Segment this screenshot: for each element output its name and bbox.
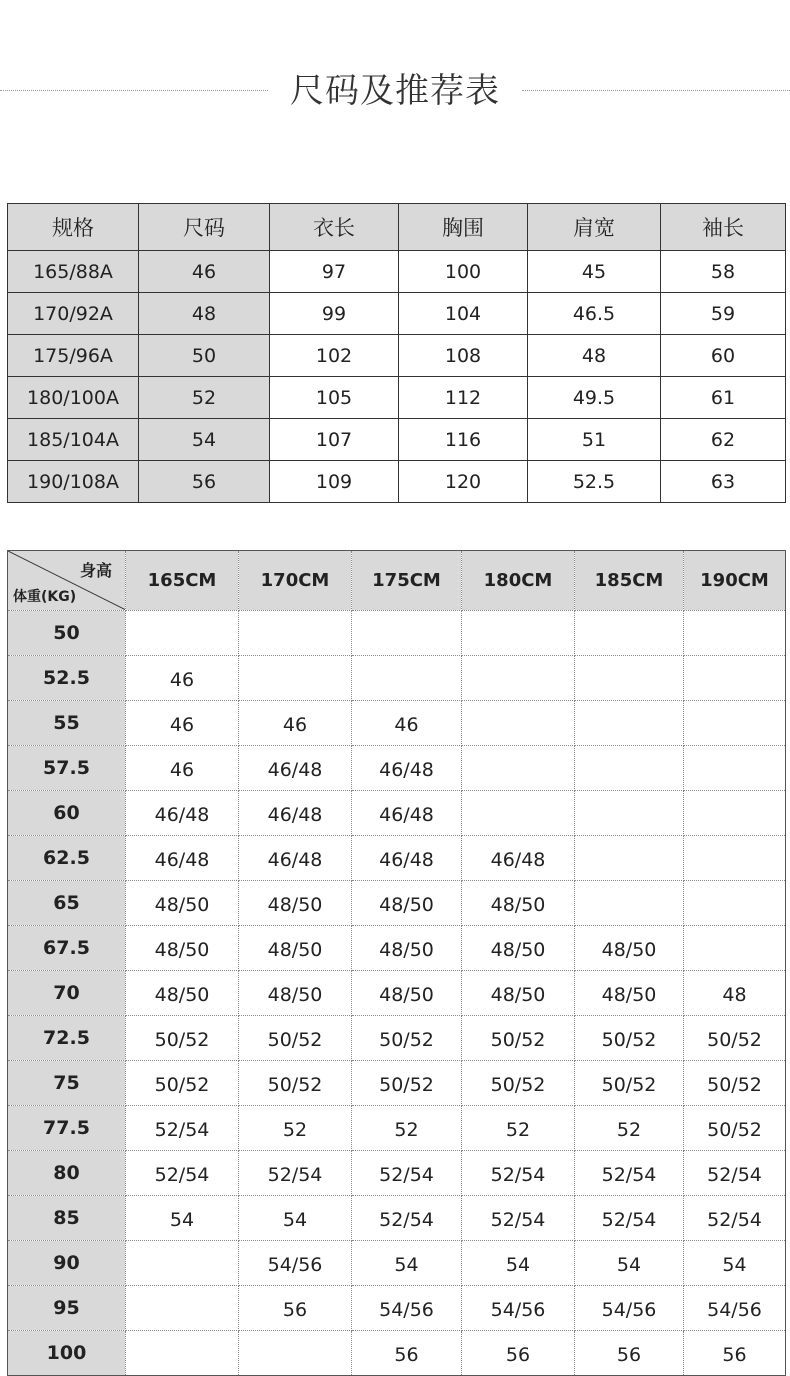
weight-cell: 77.5: [8, 1106, 126, 1151]
rec-table-row: [8, 1241, 786, 1286]
recommended-size-cell: 46/48: [239, 791, 352, 836]
corner-cell: [8, 551, 126, 611]
recommended-size-cell: 52: [352, 1106, 462, 1151]
weight-cell: 65: [8, 881, 126, 926]
spec-header-cell: 袖长: [661, 204, 786, 251]
weight-cell: 90: [8, 1241, 126, 1286]
recommended-size-cell: 46: [126, 656, 239, 701]
spec-header-cell: 衣长: [270, 204, 399, 251]
recommended-size-cell: [462, 746, 575, 791]
recommended-size-cell: 52: [239, 1106, 352, 1151]
rec-table-row: [8, 1061, 786, 1106]
recommended-size-cell: 50/52: [462, 1016, 575, 1061]
spec-table-row: [8, 461, 786, 503]
spec-cell-value: 112: [399, 377, 528, 419]
recommended-size-cell: 50/52: [684, 1061, 786, 1106]
recommended-size-cell: 48: [684, 971, 786, 1016]
height-header-cell: 175CM: [352, 551, 462, 611]
rec-table-row: [8, 1016, 786, 1061]
recommended-size-cell: 46: [126, 746, 239, 791]
spec-cell-label: 165/88A: [8, 251, 139, 293]
spec-cell-value: 104: [399, 293, 528, 335]
recommended-size-cell: 46/48: [352, 746, 462, 791]
recommended-size-cell: [684, 701, 786, 746]
weight-cell: 100: [8, 1331, 126, 1376]
recommended-size-cell: 48/50: [239, 971, 352, 1016]
recommended-size-cell: [462, 791, 575, 836]
recommended-size-cell: 50/52: [575, 1061, 684, 1106]
weight-cell: 85: [8, 1196, 126, 1241]
recommended-size-cell: [575, 611, 684, 656]
spec-header-cell: 胸围: [399, 204, 528, 251]
recommended-size-cell: 54: [575, 1241, 684, 1286]
recommended-size-cell: [575, 881, 684, 926]
recommended-size-cell: 52/54: [684, 1196, 786, 1241]
recommended-size-cell: 46: [239, 701, 352, 746]
recommended-size-cell: 52/54: [462, 1196, 575, 1241]
rec-table-row: [8, 881, 786, 926]
recommended-size-cell: [684, 836, 786, 881]
recommended-size-cell: 52: [462, 1106, 575, 1151]
recommended-size-cell: 46/48: [352, 836, 462, 881]
recommended-size-cell: 56: [462, 1331, 575, 1376]
spec-cell-size: 46: [139, 251, 270, 293]
title-divider-right: [522, 90, 790, 91]
spec-cell-value: 107: [270, 419, 399, 461]
rec-table-row: [8, 1331, 786, 1376]
spec-cell-value: 105: [270, 377, 399, 419]
rec-table-row: [8, 971, 786, 1016]
spec-table-row: [8, 419, 786, 461]
spec-cell-value: 108: [399, 335, 528, 377]
corner-height-label: 身高: [79, 561, 112, 580]
spec-cell-value: 60: [661, 335, 786, 377]
recommended-size-cell: 54: [239, 1196, 352, 1241]
height-header-cell: 165CM: [126, 551, 239, 611]
spec-cell-value: 59: [661, 293, 786, 335]
spec-cell-value: 58: [661, 251, 786, 293]
weight-cell: 75: [8, 1061, 126, 1106]
recommended-size-cell: [239, 611, 352, 656]
weight-cell: 67.5: [8, 926, 126, 971]
recommended-size-cell: [684, 881, 786, 926]
recommended-size-cell: [575, 656, 684, 701]
spec-cell-value: 52.5: [528, 461, 661, 503]
weight-cell: 55: [8, 701, 126, 746]
recommended-size-cell: [126, 1331, 239, 1376]
recommended-size-cell: 52/54: [575, 1196, 684, 1241]
recommended-size-cell: 54/56: [352, 1286, 462, 1331]
recommended-size-cell: 48/50: [352, 971, 462, 1016]
recommended-size-cell: 50/52: [684, 1106, 786, 1151]
size-spec-table: [7, 203, 786, 503]
rec-table-row: [8, 701, 786, 746]
recommended-size-cell: 52: [575, 1106, 684, 1151]
weight-cell: 52.5: [8, 656, 126, 701]
recommended-size-cell: [684, 791, 786, 836]
spec-header-cell: 尺码: [139, 204, 270, 251]
recommended-size-cell: 48/50: [239, 881, 352, 926]
rec-table-row: [8, 836, 786, 881]
height-header-cell: 190CM: [684, 551, 786, 611]
recommended-size-cell: 48/50: [462, 926, 575, 971]
spec-table-row: [8, 377, 786, 419]
recommended-size-cell: 46/48: [239, 836, 352, 881]
weight-cell: 62.5: [8, 836, 126, 881]
recommended-size-cell: 48/50: [462, 881, 575, 926]
rec-table-row: [8, 1286, 786, 1331]
recommended-size-cell: 48/50: [239, 926, 352, 971]
spec-cell-value: 46.5: [528, 293, 661, 335]
recommended-size-cell: 50/52: [239, 1016, 352, 1061]
spec-cell-value: 49.5: [528, 377, 661, 419]
recommended-size-cell: [352, 611, 462, 656]
recommended-size-cell: 46: [126, 701, 239, 746]
spec-cell-label: 180/100A: [8, 377, 139, 419]
recommended-size-cell: 48/50: [126, 971, 239, 1016]
recommended-size-cell: 50/52: [352, 1061, 462, 1106]
spec-cell-value: 48: [528, 335, 661, 377]
recommended-size-cell: [575, 746, 684, 791]
recommended-size-cell: [126, 1286, 239, 1331]
recommended-size-cell: 50/52: [575, 1016, 684, 1061]
recommended-size-cell: 48/50: [126, 926, 239, 971]
spec-header-cell: 肩宽: [528, 204, 661, 251]
recommended-size-cell: 54/56: [575, 1286, 684, 1331]
recommended-size-cell: 54/56: [684, 1286, 786, 1331]
recommended-size-cell: 56: [575, 1331, 684, 1376]
recommended-size-cell: 52/54: [126, 1106, 239, 1151]
spec-table-row: [8, 251, 786, 293]
spec-cell-value: 62: [661, 419, 786, 461]
spec-table-row: [8, 293, 786, 335]
recommended-size-cell: [684, 926, 786, 971]
recommended-size-cell: 52/54: [126, 1151, 239, 1196]
recommended-size-cell: 54: [684, 1241, 786, 1286]
spec-cell-label: 185/104A: [8, 419, 139, 461]
spec-header-row: [8, 204, 786, 251]
spec-cell-value: 99: [270, 293, 399, 335]
weight-cell: 70: [8, 971, 126, 1016]
spec-cell-value: 120: [399, 461, 528, 503]
recommended-size-cell: 46/48: [462, 836, 575, 881]
recommended-size-cell: 52/54: [575, 1151, 684, 1196]
spec-cell-value: 97: [270, 251, 399, 293]
spec-cell-value: 109: [270, 461, 399, 503]
spec-cell-size: 52: [139, 377, 270, 419]
recommended-size-cell: 54: [462, 1241, 575, 1286]
title-divider-left: [0, 90, 268, 91]
spec-cell-value: 102: [270, 335, 399, 377]
recommended-size-cell: [462, 656, 575, 701]
recommended-size-cell: 50/52: [126, 1061, 239, 1106]
recommended-size-cell: 50/52: [462, 1061, 575, 1106]
title-bar: [0, 62, 790, 120]
rec-table-row: [8, 611, 786, 656]
spec-cell-label: 190/108A: [8, 461, 139, 503]
recommended-size-cell: 52/54: [352, 1151, 462, 1196]
rec-table-row: [8, 1196, 786, 1241]
spec-cell-label: 170/92A: [8, 293, 139, 335]
recommended-size-cell: [352, 656, 462, 701]
recommended-size-cell: 48/50: [352, 926, 462, 971]
recommended-size-cell: 54/56: [239, 1241, 352, 1286]
spec-header-cell: 规格: [8, 204, 139, 251]
spec-cell-size: 56: [139, 461, 270, 503]
weight-cell: 72.5: [8, 1016, 126, 1061]
recommended-size-cell: [126, 1241, 239, 1286]
recommended-size-cell: 52/54: [352, 1196, 462, 1241]
recommended-size-cell: 52/54: [684, 1151, 786, 1196]
rec-table-row: [8, 1151, 786, 1196]
recommended-size-cell: 54: [126, 1196, 239, 1241]
corner-weight-label: 体重(KG): [13, 589, 77, 605]
rec-table-row: [8, 1106, 786, 1151]
weight-cell: 60: [8, 791, 126, 836]
rec-table-row: [8, 656, 786, 701]
weight-cell: 80: [8, 1151, 126, 1196]
rec-table-row: [8, 926, 786, 971]
recommended-size-cell: 48/50: [575, 926, 684, 971]
page-title: 尺码及推荐表: [290, 71, 500, 111]
spec-cell-label: 175/96A: [8, 335, 139, 377]
recommended-size-cell: 48/50: [462, 971, 575, 1016]
spec-cell-value: 51: [528, 419, 661, 461]
spec-cell-value: 116: [399, 419, 528, 461]
rec-header-row: [8, 551, 786, 611]
recommended-size-cell: 46/48: [352, 791, 462, 836]
recommended-size-cell: [684, 656, 786, 701]
weight-cell: 95: [8, 1286, 126, 1331]
recommended-size-cell: [575, 836, 684, 881]
recommended-size-cell: [126, 611, 239, 656]
recommended-size-cell: [684, 611, 786, 656]
recommended-size-cell: 48/50: [126, 881, 239, 926]
recommended-size-cell: [575, 701, 684, 746]
recommended-size-cell: [462, 611, 575, 656]
size-recommendation-table: [7, 550, 786, 1376]
recommended-size-cell: 50/52: [684, 1016, 786, 1061]
recommended-size-cell: 50/52: [126, 1016, 239, 1061]
recommended-size-cell: [575, 791, 684, 836]
recommended-size-cell: 50/52: [352, 1016, 462, 1061]
recommended-size-cell: 52/54: [462, 1151, 575, 1196]
spec-cell-size: 48: [139, 293, 270, 335]
rec-table-row: [8, 791, 786, 836]
spec-cell-value: 45: [528, 251, 661, 293]
recommended-size-cell: 56: [352, 1331, 462, 1376]
weight-cell: 57.5: [8, 746, 126, 791]
recommended-size-cell: 54/56: [462, 1286, 575, 1331]
recommended-size-cell: 46: [352, 701, 462, 746]
recommended-size-cell: [239, 1331, 352, 1376]
rec-table-row: [8, 746, 786, 791]
recommended-size-cell: 56: [239, 1286, 352, 1331]
spec-cell-value: 100: [399, 251, 528, 293]
recommended-size-cell: 56: [684, 1331, 786, 1376]
recommended-size-cell: 46/48: [239, 746, 352, 791]
recommended-size-cell: [684, 746, 786, 791]
spec-cell-size: 54: [139, 419, 270, 461]
recommended-size-cell: 50/52: [239, 1061, 352, 1106]
recommended-size-cell: 48/50: [575, 971, 684, 1016]
recommended-size-cell: 52/54: [239, 1151, 352, 1196]
recommended-size-cell: 48/50: [352, 881, 462, 926]
recommended-size-cell: [462, 701, 575, 746]
recommended-size-cell: 46/48: [126, 791, 239, 836]
recommended-size-cell: [239, 656, 352, 701]
height-header-cell: 180CM: [462, 551, 575, 611]
spec-cell-value: 61: [661, 377, 786, 419]
recommended-size-cell: 54: [352, 1241, 462, 1286]
spec-cell-value: 63: [661, 461, 786, 503]
weight-cell: 50: [8, 611, 126, 656]
spec-cell-size: 50: [139, 335, 270, 377]
height-header-cell: 185CM: [575, 551, 684, 611]
height-header-cell: 170CM: [239, 551, 352, 611]
spec-table-row: [8, 335, 786, 377]
recommended-size-cell: 46/48: [126, 836, 239, 881]
